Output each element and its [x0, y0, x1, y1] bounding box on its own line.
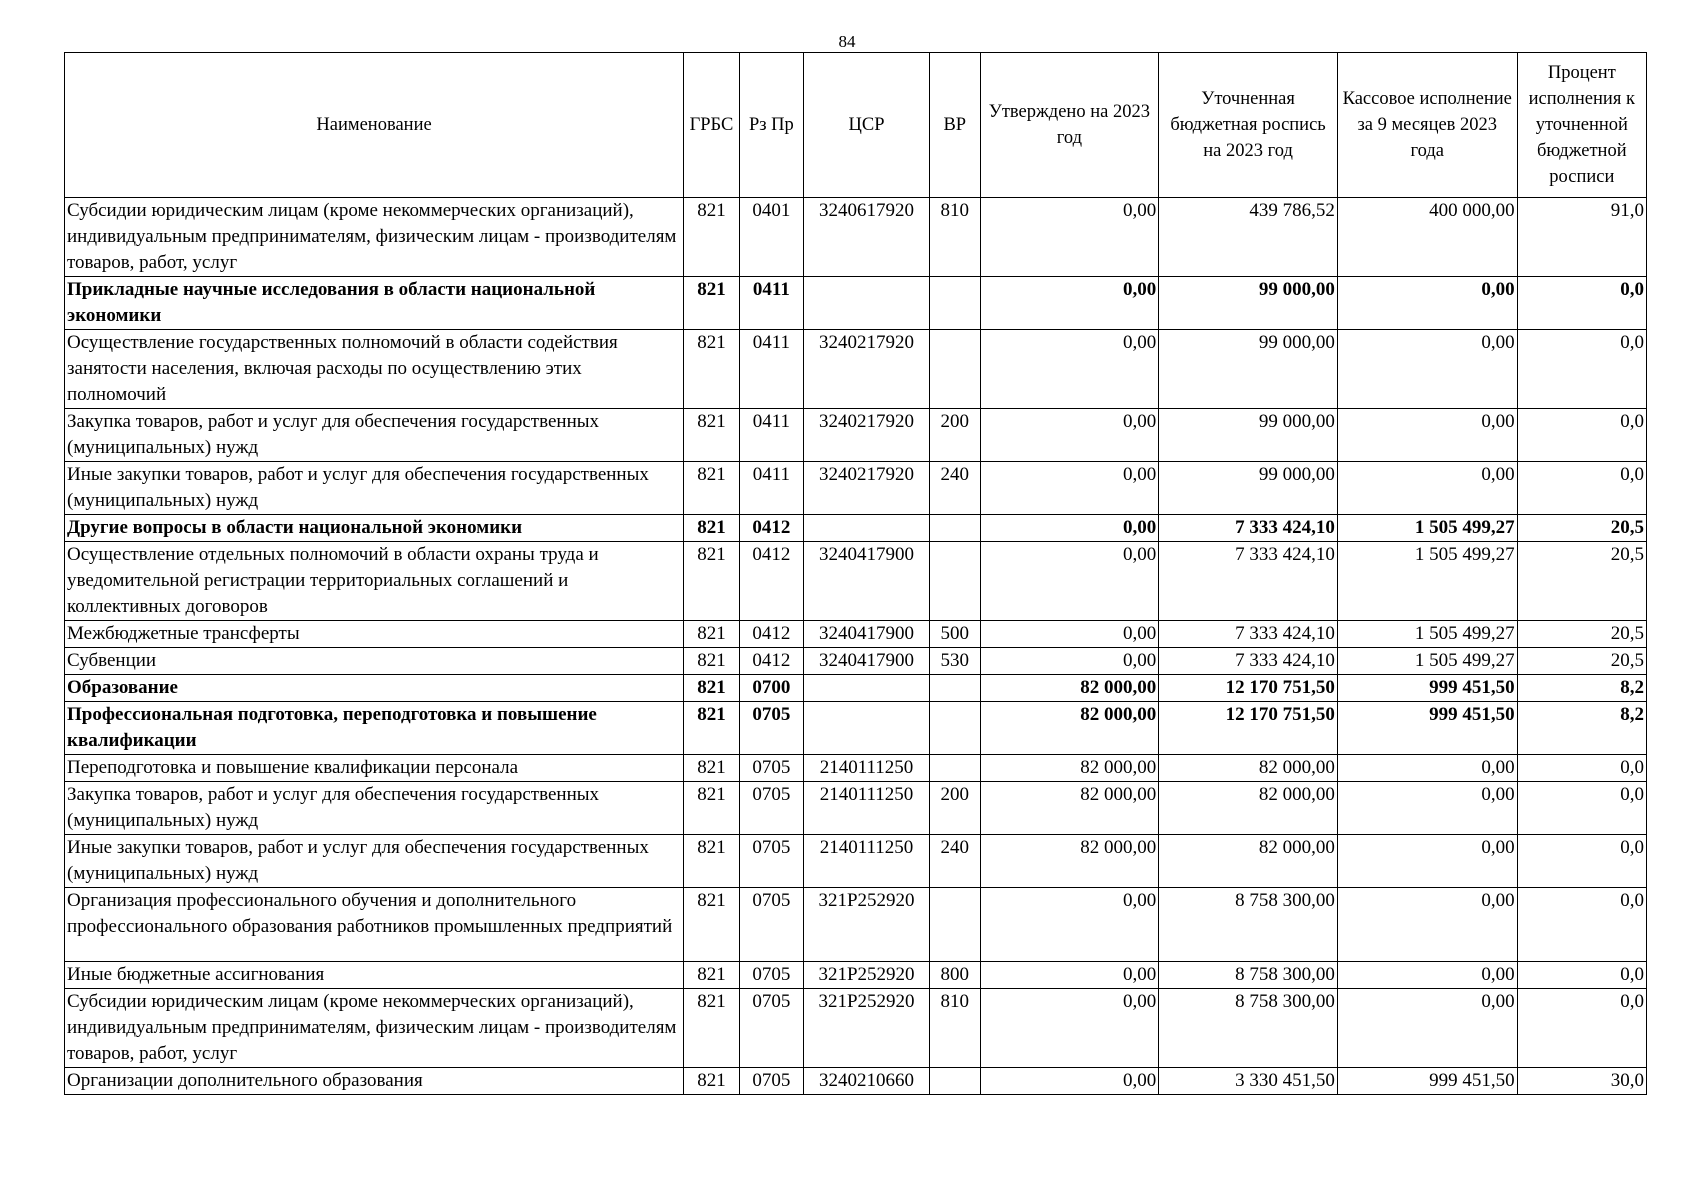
row-refined: 82 000,00	[1159, 755, 1338, 782]
table-row	[65, 675, 1647, 702]
row-approved: 82 000,00	[980, 835, 1159, 888]
row-approved: 0,00	[980, 648, 1159, 675]
row-percent: 8,2	[1517, 675, 1646, 702]
header-csr: ЦСР	[803, 53, 929, 198]
row-name: Субсидии юридическим лицам (кроме некоммерческих организаций), индивидуальным предпринимателям, физическим лицам - производителям товаров, работ, услуг	[65, 989, 684, 1068]
row-cash: 0,00	[1337, 277, 1517, 330]
table-row	[65, 648, 1647, 675]
row-csr: 3240217920	[803, 409, 929, 462]
row-rzpr: 0412	[739, 515, 803, 542]
row-refined: 7 333 424,10	[1159, 515, 1338, 542]
row-percent: 0,0	[1517, 755, 1646, 782]
budget-table	[64, 52, 1647, 1095]
row-approved: 0,00	[980, 962, 1159, 989]
row-grbs: 821	[684, 542, 740, 621]
table-row	[65, 198, 1647, 277]
row-vr	[930, 1068, 980, 1095]
row-name: Субсидии юридическим лицам (кроме некоммерческих организаций), индивидуальным предпринимателям, физическим лицам - производителям товаров, работ, услуг	[65, 198, 684, 277]
row-cash: 999 451,50	[1337, 702, 1517, 755]
row-rzpr: 0705	[739, 755, 803, 782]
row-refined: 439 786,52	[1159, 198, 1338, 277]
row-approved: 0,00	[980, 989, 1159, 1068]
row-approved: 0,00	[980, 621, 1159, 648]
row-cash: 0,00	[1337, 462, 1517, 515]
row-percent: 0,0	[1517, 835, 1646, 888]
row-name: Образование	[65, 675, 684, 702]
row-vr	[930, 515, 980, 542]
row-percent: 0,0	[1517, 989, 1646, 1068]
row-grbs: 821	[684, 782, 740, 835]
row-percent: 0,0	[1517, 462, 1646, 515]
row-cash: 1 505 499,27	[1337, 542, 1517, 621]
row-percent: 0,0	[1517, 888, 1646, 962]
row-vr: 810	[930, 989, 980, 1068]
row-refined: 8 758 300,00	[1159, 989, 1338, 1068]
table-row	[65, 755, 1647, 782]
row-csr: 3240217920	[803, 462, 929, 515]
row-name: Организации дополнительного образования	[65, 1068, 684, 1095]
row-name: Закупка товаров, работ и услуг для обеспечения государственных (муниципальных) нужд	[65, 409, 684, 462]
row-csr: 3240210660	[803, 1068, 929, 1095]
row-grbs: 821	[684, 330, 740, 409]
row-vr: 200	[930, 782, 980, 835]
row-refined: 12 170 751,50	[1159, 702, 1338, 755]
row-name: Иные закупки товаров, работ и услуг для обеспечения государственных (муниципальных) нужд	[65, 835, 684, 888]
row-name: Переподготовка и повышение квалификации персонала	[65, 755, 684, 782]
row-rzpr: 0412	[739, 648, 803, 675]
table-row	[65, 962, 1647, 989]
row-name: Осуществление государственных полномочий в области содействия занятости населения, включая расходы по осуществлению этих полномочий	[65, 330, 684, 409]
table-row	[65, 702, 1647, 755]
row-grbs: 821	[684, 462, 740, 515]
row-rzpr: 0411	[739, 462, 803, 515]
row-approved: 0,00	[980, 888, 1159, 962]
row-rzpr: 0411	[739, 277, 803, 330]
header-name: Наименование	[65, 53, 684, 198]
row-cash: 999 451,50	[1337, 675, 1517, 702]
row-cash: 0,00	[1337, 330, 1517, 409]
row-percent: 20,5	[1517, 542, 1646, 621]
row-name: Организация профессионального обучения и дополнительного профессионального образования работников промышленных предприятий	[65, 888, 684, 962]
row-refined: 7 333 424,10	[1159, 621, 1338, 648]
row-rzpr: 0705	[739, 1068, 803, 1095]
row-rzpr: 0412	[739, 542, 803, 621]
row-name: Иные бюджетные ассигнования	[65, 962, 684, 989]
row-vr: 800	[930, 962, 980, 989]
row-vr: 240	[930, 462, 980, 515]
row-name: Профессиональная подготовка, переподготовка и повышение квалификации	[65, 702, 684, 755]
row-approved: 0,00	[980, 277, 1159, 330]
row-vr	[930, 888, 980, 962]
row-grbs: 821	[684, 277, 740, 330]
row-grbs: 821	[684, 515, 740, 542]
row-percent: 30,0	[1517, 1068, 1646, 1095]
row-cash: 0,00	[1337, 782, 1517, 835]
table-body	[65, 198, 1647, 1095]
row-rzpr: 0411	[739, 330, 803, 409]
row-vr: 530	[930, 648, 980, 675]
row-approved: 0,00	[980, 330, 1159, 409]
row-approved: 0,00	[980, 542, 1159, 621]
row-vr	[930, 755, 980, 782]
row-grbs: 821	[684, 648, 740, 675]
row-approved: 82 000,00	[980, 702, 1159, 755]
row-grbs: 821	[684, 835, 740, 888]
table-row	[65, 515, 1647, 542]
header-cash: Кассовое исполнение за 9 месяцев 2023 года	[1337, 53, 1517, 198]
row-name: Межбюджетные трансферты	[65, 621, 684, 648]
row-grbs: 821	[684, 888, 740, 962]
table-row	[65, 1068, 1647, 1095]
row-vr: 200	[930, 409, 980, 462]
row-refined: 3 330 451,50	[1159, 1068, 1338, 1095]
table-row	[65, 277, 1647, 330]
row-csr: 2140111250	[803, 755, 929, 782]
row-name: Иные закупки товаров, работ и услуг для обеспечения государственных (муниципальных) нужд	[65, 462, 684, 515]
row-approved: 0,00	[980, 409, 1159, 462]
row-name: Закупка товаров, работ и услуг для обеспечения государственных (муниципальных) нужд	[65, 782, 684, 835]
row-percent: 20,5	[1517, 515, 1646, 542]
row-refined: 99 000,00	[1159, 330, 1338, 409]
row-percent: 8,2	[1517, 702, 1646, 755]
row-csr: 2140111250	[803, 835, 929, 888]
row-approved: 82 000,00	[980, 755, 1159, 782]
row-grbs: 821	[684, 1068, 740, 1095]
row-percent: 20,5	[1517, 621, 1646, 648]
row-grbs: 821	[684, 409, 740, 462]
row-csr	[803, 277, 929, 330]
header-rzpr: Рз Пр	[739, 53, 803, 198]
row-refined: 8 758 300,00	[1159, 962, 1338, 989]
row-cash: 0,00	[1337, 755, 1517, 782]
row-csr: 321P252920	[803, 962, 929, 989]
row-name: Субвенции	[65, 648, 684, 675]
row-cash: 1 505 499,27	[1337, 621, 1517, 648]
row-csr: 3240417900	[803, 542, 929, 621]
row-cash: 0,00	[1337, 888, 1517, 962]
row-grbs: 821	[684, 962, 740, 989]
header-vr: ВР	[930, 53, 980, 198]
row-refined: 8 758 300,00	[1159, 888, 1338, 962]
row-grbs: 821	[684, 755, 740, 782]
header-percent: Процент исполнения к уточненной бюджетной росписи	[1517, 53, 1646, 198]
row-vr	[930, 675, 980, 702]
row-csr	[803, 515, 929, 542]
table-row	[65, 621, 1647, 648]
table-row	[65, 462, 1647, 515]
row-csr: 2140111250	[803, 782, 929, 835]
table-row	[65, 989, 1647, 1068]
row-rzpr: 0705	[739, 888, 803, 962]
header-grbs: ГРБС	[684, 53, 740, 198]
row-refined: 7 333 424,10	[1159, 542, 1338, 621]
row-csr: 3240417900	[803, 621, 929, 648]
row-approved: 82 000,00	[980, 782, 1159, 835]
row-refined: 99 000,00	[1159, 462, 1338, 515]
row-csr	[803, 702, 929, 755]
row-rzpr: 0700	[739, 675, 803, 702]
row-csr	[803, 675, 929, 702]
row-vr	[930, 542, 980, 621]
row-grbs: 821	[684, 675, 740, 702]
row-vr	[930, 330, 980, 409]
row-refined: 12 170 751,50	[1159, 675, 1338, 702]
row-rzpr: 0411	[739, 409, 803, 462]
row-vr: 500	[930, 621, 980, 648]
row-percent: 0,0	[1517, 277, 1646, 330]
row-cash: 1 505 499,27	[1337, 515, 1517, 542]
row-approved: 0,00	[980, 198, 1159, 277]
row-name: Осуществление отдельных полномочий в области охраны труда и уведомительной регистрации территориальных соглашений и коллективных договоров	[65, 542, 684, 621]
row-cash: 0,00	[1337, 409, 1517, 462]
row-cash: 0,00	[1337, 989, 1517, 1068]
table-header-row	[65, 53, 1647, 198]
row-grbs: 821	[684, 989, 740, 1068]
row-rzpr: 0705	[739, 989, 803, 1068]
row-name: Прикладные научные исследования в области национальной экономики	[65, 277, 684, 330]
row-csr: 321P252920	[803, 989, 929, 1068]
row-percent: 0,0	[1517, 962, 1646, 989]
row-percent: 0,0	[1517, 409, 1646, 462]
row-vr: 240	[930, 835, 980, 888]
table-row	[65, 542, 1647, 621]
row-rzpr: 0705	[739, 702, 803, 755]
row-refined: 82 000,00	[1159, 835, 1338, 888]
table-row	[65, 409, 1647, 462]
row-percent: 0,0	[1517, 782, 1646, 835]
row-cash: 0,00	[1337, 835, 1517, 888]
row-csr: 3240417900	[803, 648, 929, 675]
page-number: 84	[838, 32, 856, 51]
row-name: Другие вопросы в области национальной экономики	[65, 515, 684, 542]
header-refined: Уточненная бюджетная роспись на 2023 год	[1159, 53, 1338, 198]
row-percent: 20,5	[1517, 648, 1646, 675]
row-percent: 0,0	[1517, 330, 1646, 409]
row-refined: 99 000,00	[1159, 277, 1338, 330]
row-vr	[930, 277, 980, 330]
row-rzpr: 0412	[739, 621, 803, 648]
table-row	[65, 330, 1647, 409]
table-row	[65, 835, 1647, 888]
row-rzpr: 0705	[739, 962, 803, 989]
row-rzpr: 0401	[739, 198, 803, 277]
row-cash: 999 451,50	[1337, 1068, 1517, 1095]
row-cash: 400 000,00	[1337, 198, 1517, 277]
row-percent: 91,0	[1517, 198, 1646, 277]
row-csr: 3240217920	[803, 330, 929, 409]
row-approved: 0,00	[980, 1068, 1159, 1095]
row-refined: 99 000,00	[1159, 409, 1338, 462]
row-vr	[930, 702, 980, 755]
row-cash: 1 505 499,27	[1337, 648, 1517, 675]
row-csr: 321P252920	[803, 888, 929, 962]
row-csr: 3240617920	[803, 198, 929, 277]
row-rzpr: 0705	[739, 835, 803, 888]
table-row	[65, 782, 1647, 835]
row-approved: 82 000,00	[980, 675, 1159, 702]
row-cash: 0,00	[1337, 962, 1517, 989]
row-refined: 7 333 424,10	[1159, 648, 1338, 675]
row-refined: 82 000,00	[1159, 782, 1338, 835]
header-approved: Утверждено на 2023 год	[980, 53, 1159, 198]
row-approved: 0,00	[980, 462, 1159, 515]
row-grbs: 821	[684, 702, 740, 755]
table-row	[65, 888, 1647, 962]
row-vr: 810	[930, 198, 980, 277]
row-grbs: 821	[684, 621, 740, 648]
row-rzpr: 0705	[739, 782, 803, 835]
row-approved: 0,00	[980, 515, 1159, 542]
row-grbs: 821	[684, 198, 740, 277]
